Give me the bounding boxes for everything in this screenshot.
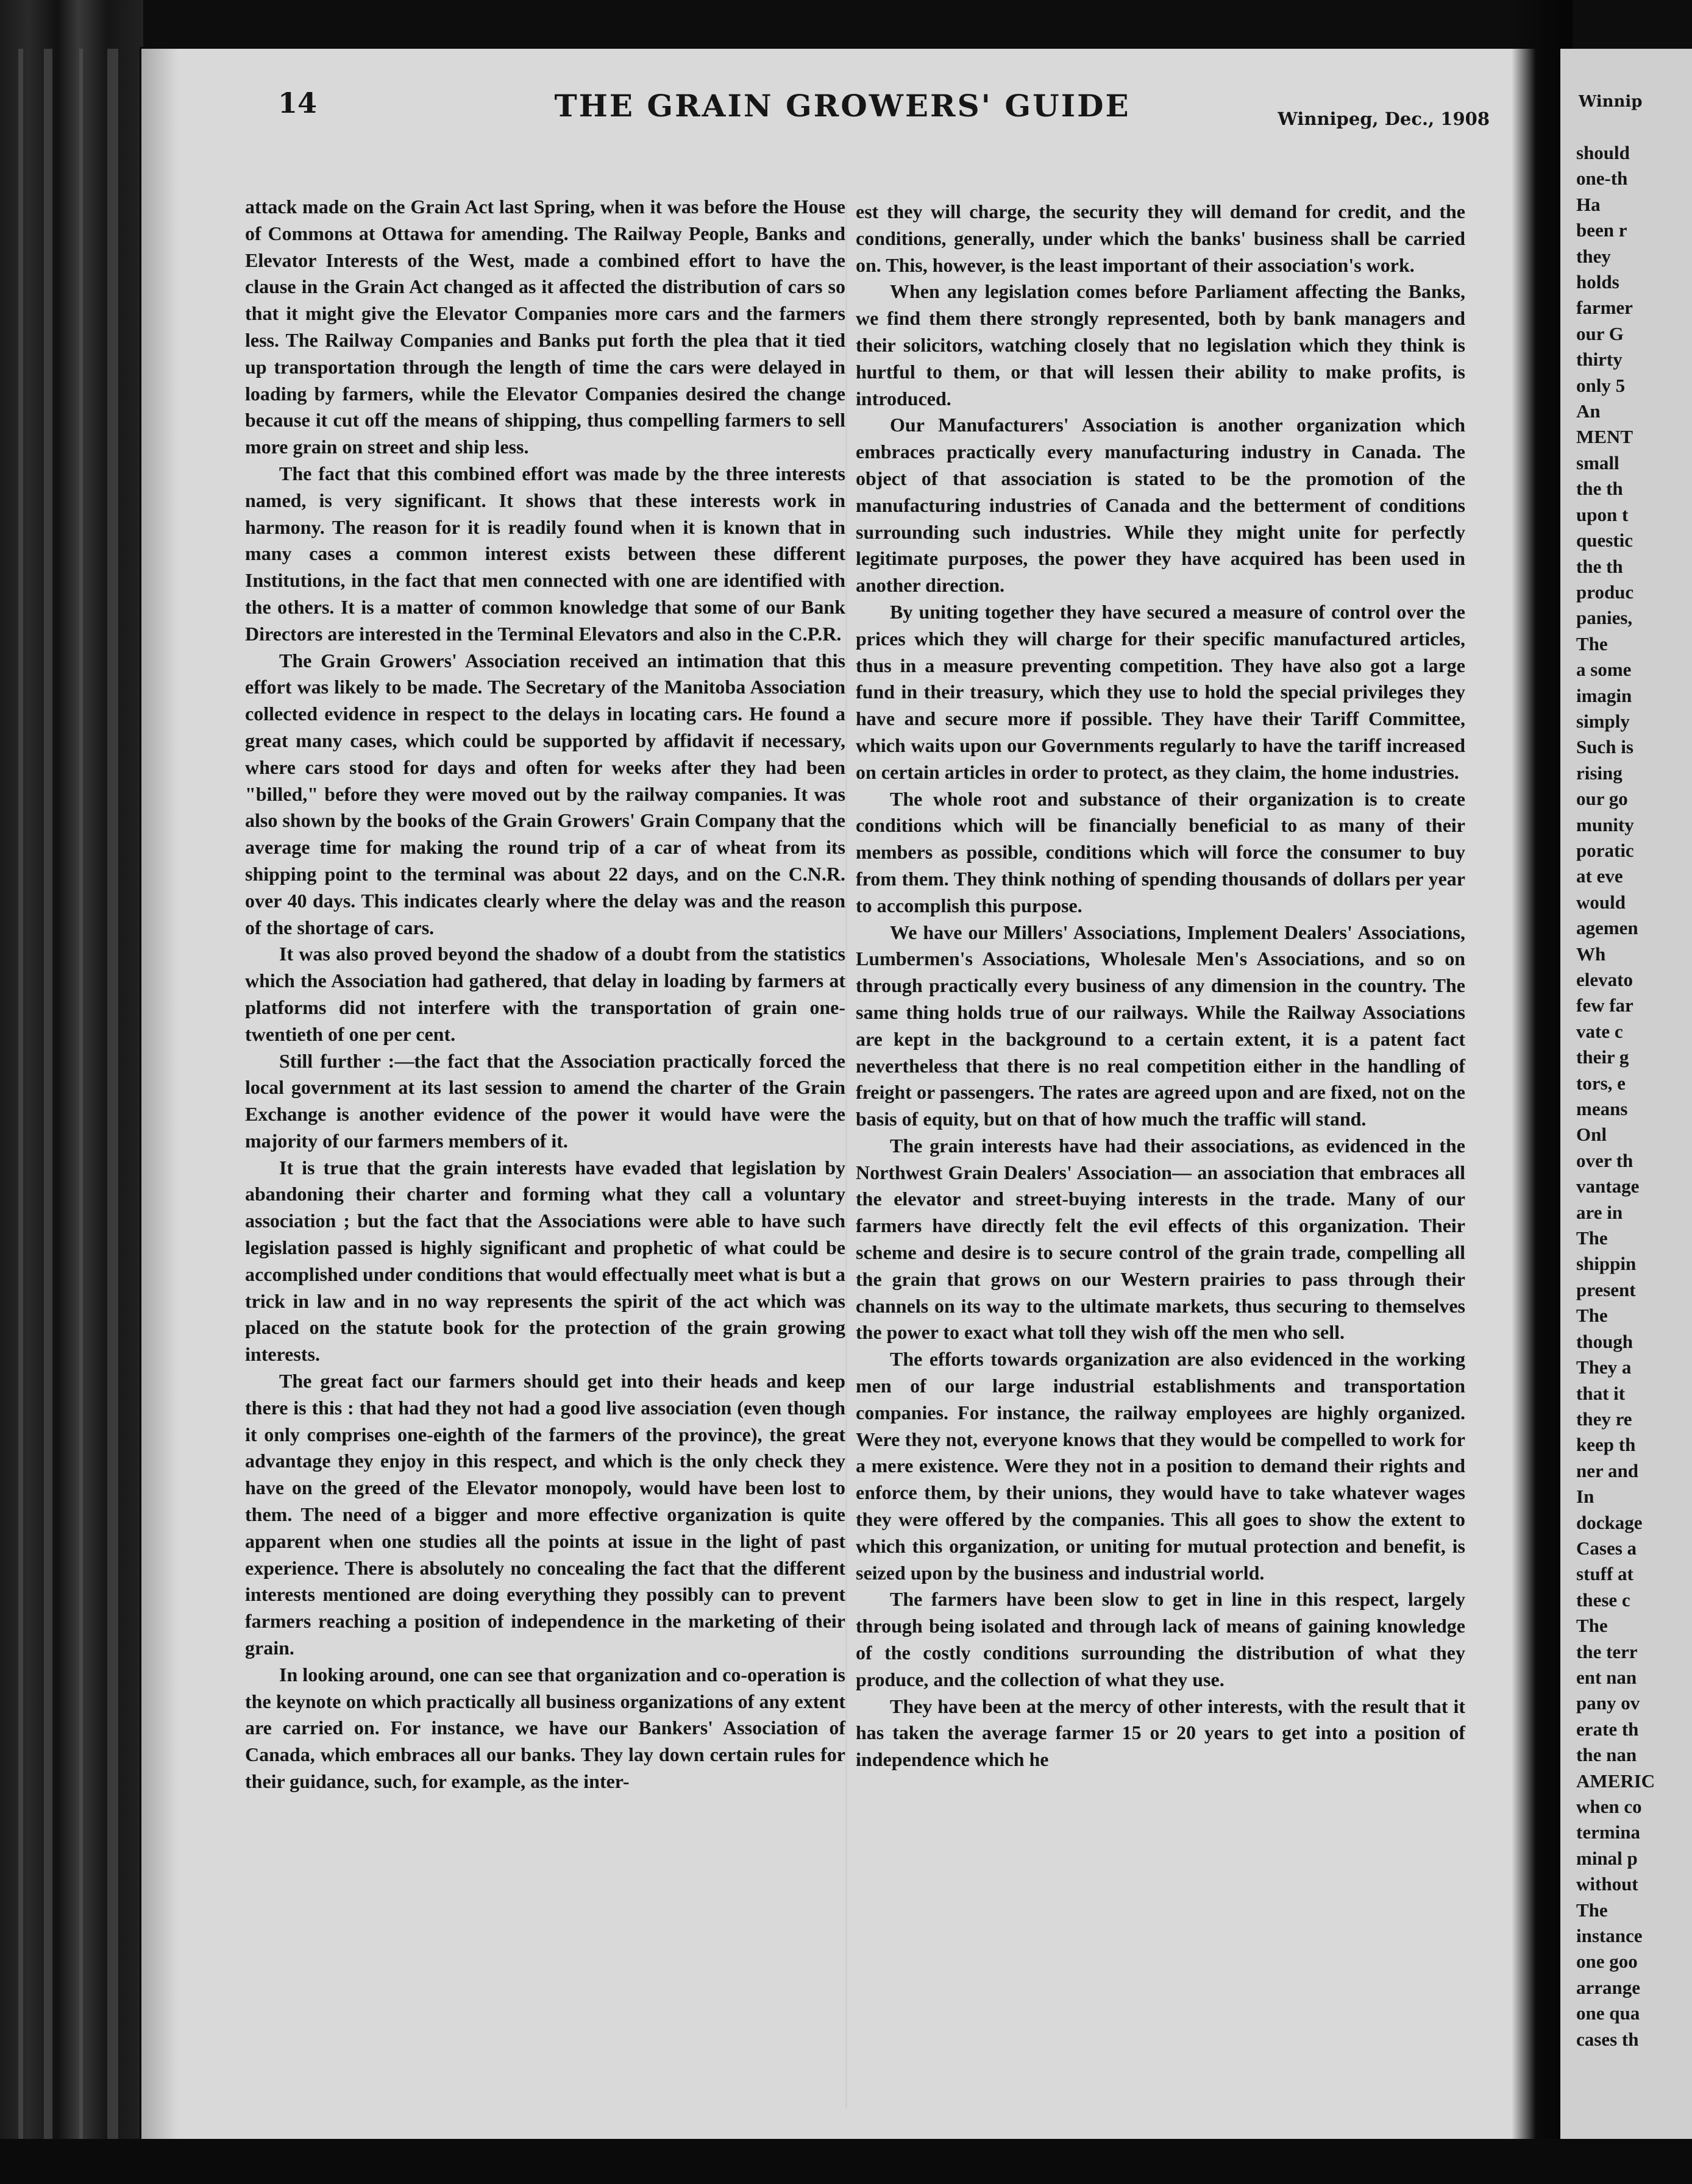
paragraph: The efforts towards organization are also evidenced in the working men of our large industrial establishments and transportation companies. For instance, the railway employees are highly organized. Were they not, everyone knows that they would be compelled to work for a mere existence. Were they not in a position to demand their rights and enforce them, by their unions, they would have to take whatever wages they were offered by the companies. This all goes to show the extent to which this organization, or uniting for mutual protection and benefit, is seized upon by the business and industrial world. xyxy=(856,1348,1465,1584)
adjacent-page-line: erate th xyxy=(1576,1718,1639,1740)
adjacent-page-line: present xyxy=(1576,1278,1636,1300)
adjacent-page-line: that it xyxy=(1576,1382,1626,1404)
adjacent-page-line: The xyxy=(1576,633,1608,654)
adjacent-page-line: tors, e xyxy=(1576,1072,1626,1094)
paragraph: The great fact our farmers should get into their heads and keep there is this : that had they not had a good live association (even though it only comprises one-eighth of the farmers of the province), the great advantage they enjoy in this respect, and which is the only check they have on the greed of the Elevator monopoly, would have been lost to them. The need of a bigger and more effective organization is quite apparent when one studies all the points at issue in the light of past experience. There is absolutely no concealing the fact that the different interests mentioned are doing everything they possibly can to prevent farmers reaching a position of independence in the marketing of their grain. xyxy=(245,1370,845,1659)
adjacent-page-line: thirty xyxy=(1576,349,1623,370)
adjacent-page-line: An xyxy=(1576,400,1601,422)
adjacent-page-line: the terr xyxy=(1576,1640,1638,1662)
adjacent-page-line: simply xyxy=(1576,710,1630,732)
adjacent-page-line: our go xyxy=(1576,788,1628,810)
adjacent-page-line: shippin xyxy=(1576,1253,1637,1275)
left-column xyxy=(245,194,845,1795)
adjacent-page-line: small xyxy=(1576,452,1619,473)
adjacent-page-line: they re xyxy=(1576,1408,1632,1430)
adjacent-page-line: pany ov xyxy=(1576,1692,1640,1714)
paragraph: We have our Millers' Associations, Implement Dealers' Associations, Lumbermen's Associations, Wholesale Men's Associations, and so on through practically every business of any dimension in the country. The same thing holds true of our railways. While the Railway Associations are kept in the background to a certain extent, it is a patent fact nevertheless that there is no real competition either in the handling of freight or passengers. The rates are agreed upon and are fixed, not on the basis of equity, but on that of how much the traffic will stand. xyxy=(856,921,1465,1130)
adjacent-page-line: termina xyxy=(1576,1821,1641,1843)
adjacent-page-line: the th xyxy=(1576,555,1623,577)
adjacent-page-line: the nan xyxy=(1576,1744,1637,1766)
adjacent-page-line: ent nan xyxy=(1576,1666,1637,1688)
adjacent-page-line: stuff at xyxy=(1576,1563,1633,1585)
adjacent-page-line: holds xyxy=(1576,271,1619,293)
adjacent-page-line: arrange xyxy=(1576,1976,1641,1998)
paragraph: When any legislation comes before Parliament affecting the Banks, we find them there strongly represented, both by bank managers and their solicitors, watching closely that no legislation which they think is hurtful to them, or that will lessen their ability to make profits, is introduced. xyxy=(856,280,1465,410)
paragraph: They have been at the mercy of other interests, with the result that it has taken the average farmer 15 or 20 years to get into a position of independence which he xyxy=(856,1695,1465,1771)
adjacent-page-line: elevato xyxy=(1576,969,1633,990)
scanner-edge-bottom xyxy=(0,2139,1692,2184)
adjacent-page-line: dockage xyxy=(1576,1511,1643,1533)
paragraph: The whole root and substance of their organization is to create conditions which will be financially beneficial to as many of their members as possible, conditions which will force the consumer to buy from them. They think nothing of spending thousands of dollars per year to accomplish this purpose. xyxy=(856,787,1465,916)
adjacent-page-line: The xyxy=(1576,1227,1608,1249)
adjacent-page-line: agemen xyxy=(1576,917,1638,939)
adjacent-page-line: cases th xyxy=(1576,2028,1639,2050)
adjacent-page-line: poratic xyxy=(1576,839,1634,861)
journal-title: THE GRAIN GROWERS' GUIDE xyxy=(554,88,1131,124)
adjacent-page-line: would xyxy=(1576,891,1626,913)
adjacent-page-line: ner and xyxy=(1576,1459,1638,1481)
adjacent-page-line: questic xyxy=(1576,530,1633,551)
adjacent-page-line: when co xyxy=(1576,1796,1642,1817)
adjacent-page-line: should xyxy=(1576,142,1630,163)
adjacent-page-line: They a xyxy=(1576,1356,1632,1378)
adjacent-page-line: our G xyxy=(1576,322,1624,344)
adjacent-page-line: one goo xyxy=(1576,1951,1638,1973)
paragraph: Still further :—the fact that the Association practically forced the local government at its last session to amend the charter of the Grain Exchange is another evidence of the power it would have were the majority of our farmers members of it. xyxy=(245,1049,845,1152)
column-gutter xyxy=(845,201,847,2108)
adjacent-page-line: minal p xyxy=(1576,1847,1638,1869)
adjacent-page-line: imagin xyxy=(1576,684,1632,706)
adjacent-page-line: Cases a xyxy=(1576,1537,1637,1559)
adjacent-page-line: The xyxy=(1576,1899,1608,1921)
adjacent-page-line: Onl xyxy=(1576,1124,1607,1146)
paragraph: It was also proved beyond the shadow of a doubt from the statistics which the Association had gathered, that delay in loading by farmers at platforms did not interfere with the transportation of grain one-twentieth of one per cent. xyxy=(245,943,845,1045)
scanner-edge-left xyxy=(0,0,143,2184)
adjacent-page-line: produc xyxy=(1576,581,1634,603)
adjacent-page-line: The xyxy=(1576,1615,1608,1637)
adjacent-page-line: the th xyxy=(1576,478,1623,500)
newspaper-page xyxy=(141,49,1543,2139)
paragraph: The Grain Growers' Association received an intimation that this effort was likely to be made. The Secretary of the Manitoba Association collected evidence in respect to the delays in locating cars. He found a great many cases, which could be supported by affidavit if necessary, where cars stood for days and often for weeks after they had been "billed," before they were moved out by the railway companies. It was also shown by the books of the Grain Growers' Grain Company that the average time for making the round trip of a car of wheat from its shipping point to the terminal was about 22 days, and on the C.N.R. over 40 days. This indicates clearly where the delay was and the reason of the shortage of cars. xyxy=(245,649,845,938)
adjacent-page-line: their g xyxy=(1576,1046,1629,1068)
adjacent-page-line: munity xyxy=(1576,814,1634,835)
adjacent-page-line: are in xyxy=(1576,1201,1623,1223)
paragraph: attack made on the Grain Act last Spring, when it was before the House of Commons at Ottawa for amending. The Railway People, Banks and Elevator Interests of the West, made a combined effort to have the clause in the Grain Act changed as it affected the distribution of cars so that it might give the Elevator Companies more cars and the farmers less. The Railway Companies and Banks put forth the plea that it tied up transportation through the length of time the cars were delayed in loading by farmers, while the Elevator Companies desired the change because it cut off the means of shipping, thus compelling farmers to sell more grain on street and ship less. xyxy=(245,196,845,458)
adjacent-page-line: at eve xyxy=(1576,865,1623,887)
adjacent-page-line: one-th xyxy=(1576,168,1628,190)
paragraph: est they will charge, the security they will demand for credit, and the conditions, generally, under which the banks' business shall be carried on. This, however, is the least important of their association's work. xyxy=(856,200,1465,276)
adjacent-page-line: instance xyxy=(1576,1925,1643,1947)
right-column xyxy=(856,199,1465,1773)
adjacent-page-line: rising xyxy=(1576,762,1623,784)
paragraph: The farmers have been slow to get in line in this respect, largely through being isolated and through lack of means of gaining knowledge of the costly conditions surrounding the distribution of what they produce, and the collection of what they use. xyxy=(856,1588,1465,1690)
paragraph: The fact that this combined effort was made by the three interests named, is very significant. It shows that these interests work in harmony. The reason for it is readily found when it is known that in many cases a common interest exists between these different Institutions, in the fact that men connected with one are identified with the others. It is a matter of common knowledge that some of our Bank Directors are interested in the Terminal Elevators and also in the C.P.R. xyxy=(245,462,845,645)
adjacent-page-line: few far xyxy=(1576,994,1633,1016)
adjacent-page-line: panies, xyxy=(1576,607,1633,629)
adjacent-page-line: been r xyxy=(1576,219,1627,241)
adjacent-page-line: over th xyxy=(1576,1149,1633,1171)
adjacent-page-line: farmer xyxy=(1576,297,1633,319)
page-header xyxy=(141,49,1543,146)
adjacent-page-line: one qua xyxy=(1576,2002,1640,2024)
paragraph: The grain interests have had their associations, as evidenced in the Northwest Grain Dealers' Association— an association that embraces all the elevator and street-buying interests in the trade. Many of our farmers have directly felt the evil effects of this organization. Their scheme and desire is to secure control of the grain trade, compelling all the grain that grows on our Western prairies to pass through their channels on its way to the ultimate markets, thus securing to themselves the power to exact what toll they wish off the men who sell. xyxy=(856,1134,1465,1344)
adjacent-page-line: MENT xyxy=(1576,426,1633,448)
adjacent-page-line: vantage xyxy=(1576,1175,1640,1197)
adjacent-page-line: upon t xyxy=(1576,503,1629,525)
dateline: Winnipeg, Dec., 1908 xyxy=(1278,108,1490,129)
adjacent-page-line: Ha xyxy=(1576,193,1601,215)
adjacent-page-line: they xyxy=(1576,245,1611,267)
adjacent-page-line: keep th xyxy=(1576,1434,1636,1456)
page-number: 14 xyxy=(278,87,318,119)
adjacent-page-line: these c xyxy=(1576,1589,1630,1611)
adjacent-page xyxy=(1560,49,1692,2139)
paragraph: By uniting together they have secured a measure of control over the prices which they will charge for their specific manufactured articles, thus in a measure preventing competition. They have also got a large fund in their treasury, which they use to hold the special privileges they have and secure more if possible. They have their Tariff Committee, which waits upon our Governments regularly to have the tariff increased on certain articles in order to protect, as they claim, the home industries. xyxy=(856,600,1465,783)
adjacent-page-line: AMERIC xyxy=(1576,1770,1655,1792)
adjacent-page-line: In xyxy=(1576,1486,1594,1508)
adjacent-page-line: Wh xyxy=(1576,943,1606,965)
paragraph: Our Manufacturers' Association is another organization which embraces practically every manufacturing industry in Canada. The object of that association is stated to be the promotion of the manufacturing industries of Canada and the betterment of conditions surrounding such industries. While they might unite for perfectly legitimate purposes, the power they have acquired has been used in another direction. xyxy=(856,414,1465,597)
paragraph: It is true that the grain interests have evaded that legislation by abandoning their charter and forming what they call a voluntary association ; but the fact that the Associations were able to have such legislation passed is highly significant and prophetic of what could be accomplished under conditions that would effectually meet what is but a trick in law and in no way represents the spirit of the act which was placed on the statute book for the protection of the grain growing interests. xyxy=(245,1156,845,1366)
adjacent-page-line: means xyxy=(1576,1098,1628,1120)
adjacent-page-line: a some xyxy=(1576,659,1632,681)
adjacent-page-line: The xyxy=(1576,1305,1608,1327)
adjacent-page-line: vate c xyxy=(1576,1020,1623,1042)
adjacent-page-text xyxy=(1576,140,1692,2052)
adjacent-page-line: only 5 xyxy=(1576,374,1626,396)
adjacent-page-line: Such is xyxy=(1576,736,1633,758)
paragraph: In looking around, one can see that organization and co-operation is the keynote on which practically all business organizations of any extent are carried on. For instance, we have our Bankers' Association of Canada, which embraces all our banks. They lay down certain rules for their guidance, such, for example, as the inter- xyxy=(245,1663,845,1793)
adjacent-page-header: Winnip xyxy=(1579,93,1643,111)
adjacent-page-line: without xyxy=(1576,1873,1638,1895)
adjacent-page-line: though xyxy=(1576,1330,1633,1352)
